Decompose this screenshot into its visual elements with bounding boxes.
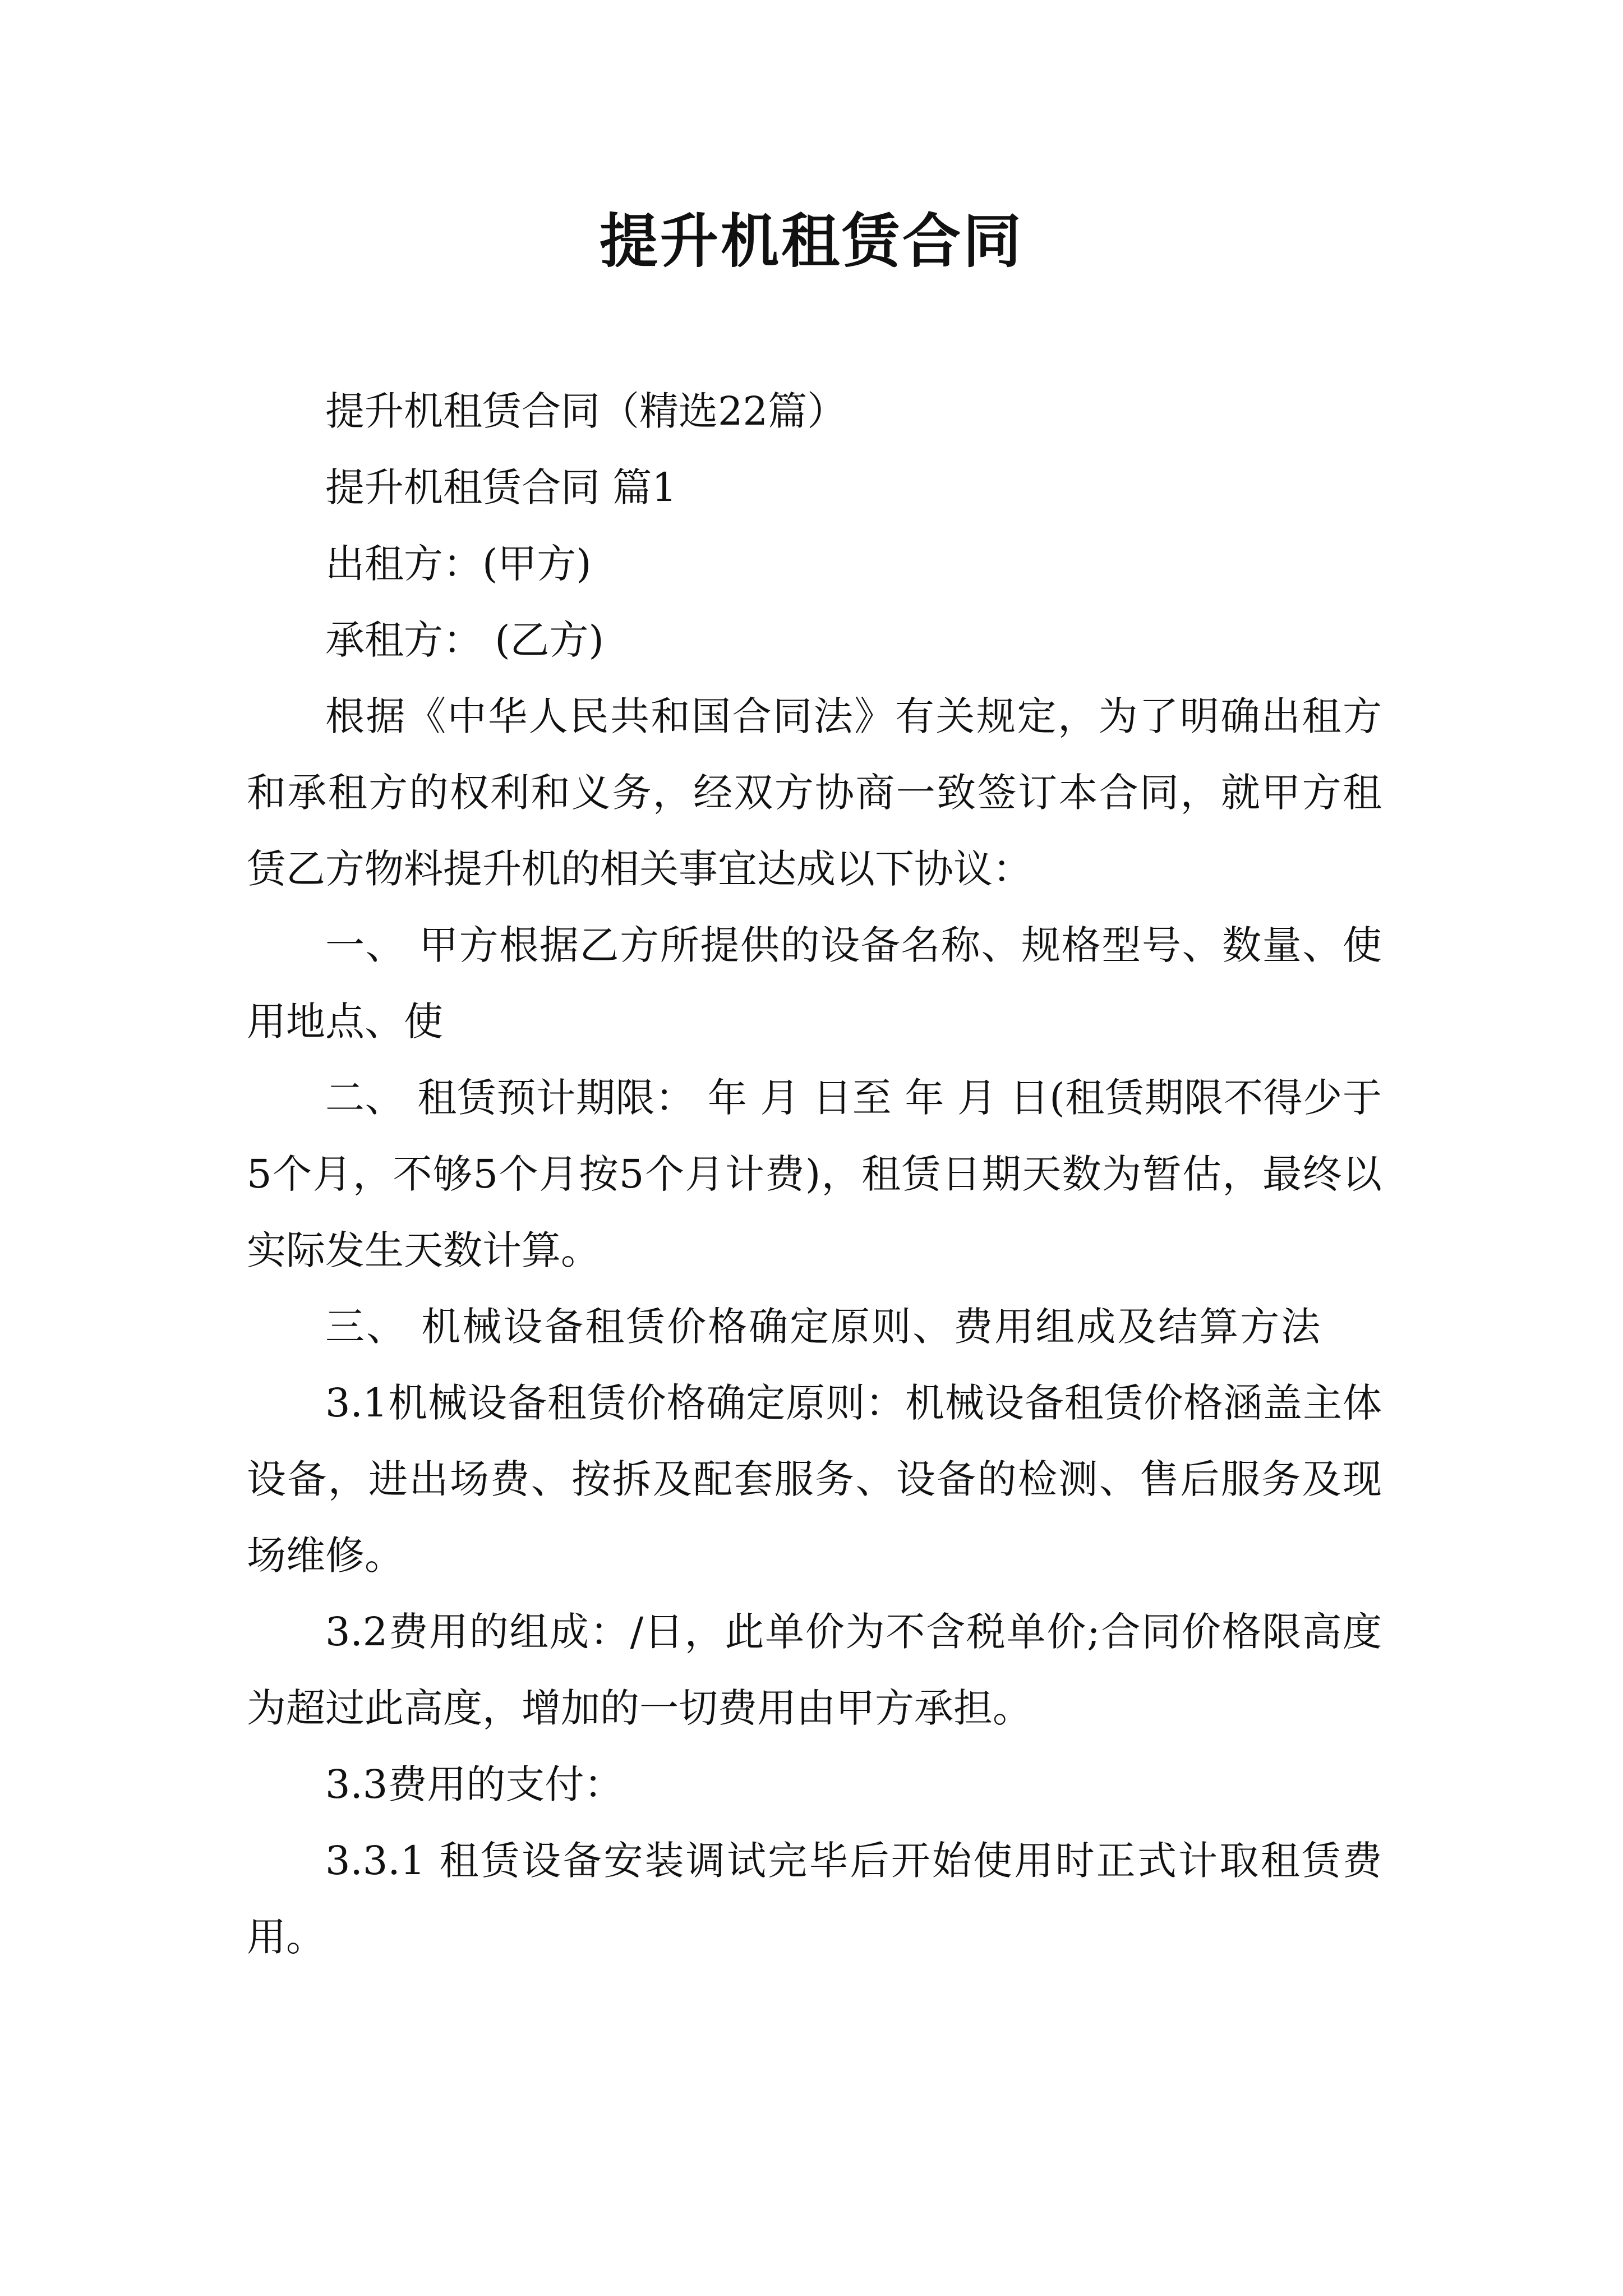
paragraph-clause-3: 三、 机械设备租赁价格确定原则、费用组成及结算方法 — [325, 1304, 1322, 1350]
paragraph-clause-3-1: 3.1机械设备租赁价格确定原则：机械设备租赁价格涵盖主体设备，进出场费、按拆及配套服务、设备的检测、售后服务及现场维修。 — [247, 1380, 1382, 1579]
paragraph-lessee: 承租方： (乙方) — [325, 617, 604, 663]
paragraph-clause-3-3: 3.3费用的支付： — [325, 1761, 624, 1807]
document-title: 提升机租赁合同 — [599, 207, 1023, 275]
paragraph-clause-3-2: 3.2费用的组成：/日，此单价为不含税单价;合同价格限高度为超过此高度，增加的一切费用由甲方承担。 — [247, 1609, 1382, 1731]
paragraph-subtitle: 提升机租赁合同（精选22篇） — [325, 388, 847, 434]
paragraph-clause-2: 二、 租赁预计期限： 年 月 日至 年 月 日(租赁期限不得少于5个月，不够5个月按5个月计费)，租赁日期天数为暂估，最终以实际发生天数计算。 — [247, 1075, 1382, 1273]
document-body — [247, 373, 1382, 1975]
paragraph-clause-1: 一、 甲方根据乙方所提供的设备名称、规格型号、数量、使用地点、使 — [247, 922, 1382, 1045]
paragraph-section-heading: 提升机租赁合同 篇1 — [325, 464, 677, 510]
paragraph-lessor: 出租方：(甲方) — [325, 541, 592, 587]
paragraph-clause-3-3-1: 3.3.1 租赁设备安装调试完毕后开始使用时正式计取租赁费用。 — [247, 1838, 1382, 1960]
paragraph-preamble: 根据《中华人民共和国合同法》有关规定，为了明确出租方和承租方的权利和义务，经双方协商一致签订本合同，就甲方租赁乙方物料提升机的相关事宜达成以下协议： — [247, 693, 1382, 892]
